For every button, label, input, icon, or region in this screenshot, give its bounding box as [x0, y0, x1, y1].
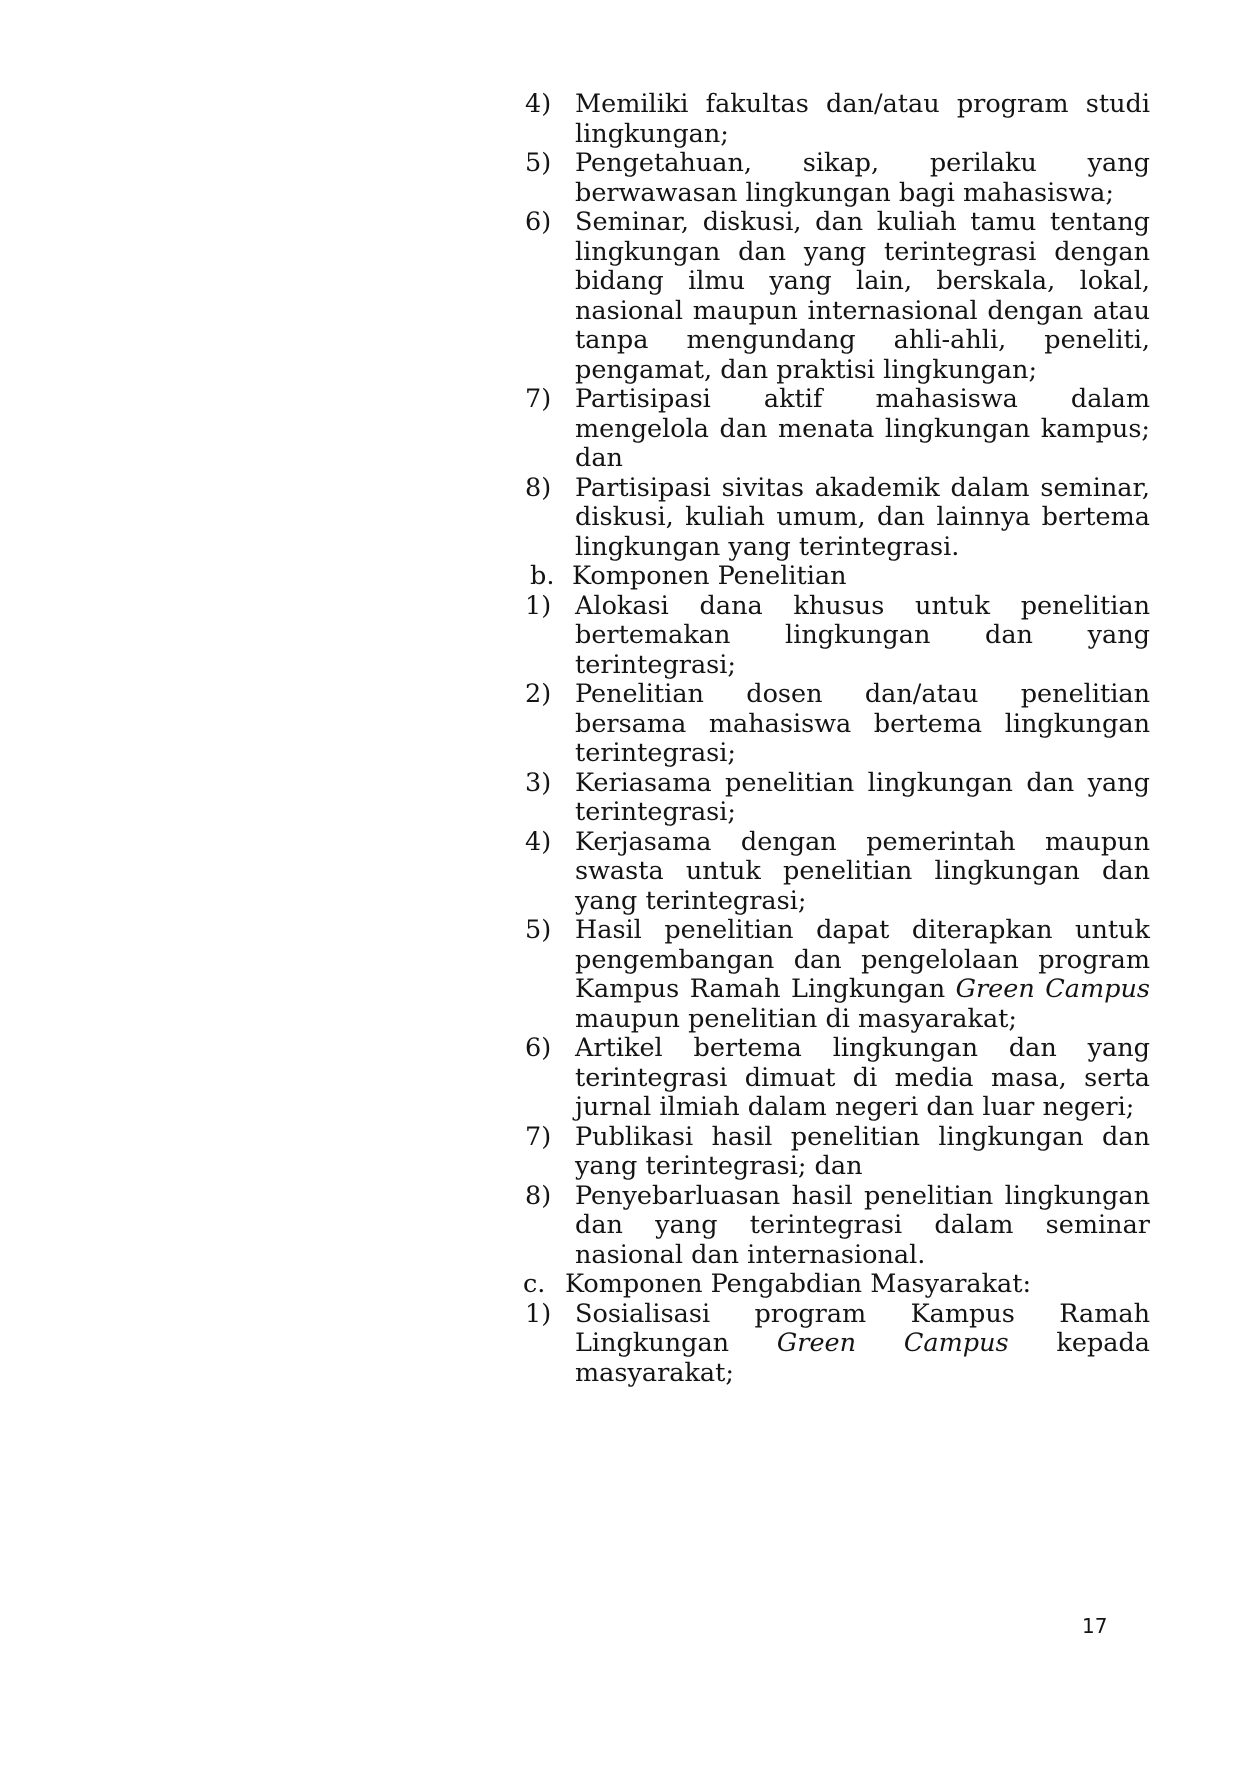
- list-item: [525, 1033, 1150, 1123]
- list-item-text-italic: Green Campus: [955, 974, 1150, 1004]
- list-item-number: 4): [525, 826, 552, 857]
- list-item-text: Kerjasama dengan pemerintah maupun swasta untuk penelitian lingkungan dan yang terintegrasi;: [575, 826, 1150, 916]
- list-item: [525, 826, 1150, 917]
- list-item-number: 2): [525, 679, 552, 709]
- list-item: [525, 89, 1150, 149]
- list-item-text: Partisipasi aktif mahasiswa dalam mengelola dan menata lingkungan kampus; dan: [575, 384, 1150, 473]
- list-item: [525, 590, 1150, 681]
- list-item-number: 5): [525, 915, 552, 945]
- list-item-text: Penyebarluasan hasil penelitian lingkungan dan yang terintegrasi dalam seminar nasional dan internasional.: [575, 1180, 1150, 1270]
- document-body: [523, 89, 1150, 1388]
- list-item-number: 8): [525, 1180, 552, 1211]
- list-item: [525, 472, 1150, 563]
- list-item: [525, 767, 1150, 828]
- list-item: [525, 1298, 1150, 1389]
- list-item-text-italic: Green Campus: [776, 1328, 1009, 1358]
- list-item-number: 1): [525, 1298, 552, 1329]
- list-item-text-part: maupun penelitian di masyarakat;: [575, 1003, 1018, 1034]
- list-item-text: Artikel bertema lingkungan dan yang terintegrasi dimuat di media masa, serta jurnal ilmiah dalam negeri dan luar negeri;: [575, 1033, 1150, 1122]
- list-item: [525, 679, 1150, 769]
- list-item-text: Memiliki fakultas dan/atau program studi lingkungan;: [575, 89, 1150, 149]
- list-item: [525, 915, 1150, 1034]
- list-item-number: 3): [525, 767, 552, 798]
- list-item-number: 6): [525, 207, 552, 237]
- list-item-text: Seminar, diskusi, dan kuliah tamu tentang lingkungan dan yang terintegrasi dengan bidang ilmu yang lain, berskala, lokal, nasional maupun internasional dengan atau tanpa mengundang ahli-ahli, peneliti, pengamat, dan praktisi lingkungan;: [575, 207, 1150, 385]
- list-item-text: Penelitian dosen dan/atau penelitian bersama mahasiswa bertema lingkungan terintegrasi;: [575, 679, 1150, 768]
- list-item-text-part: kepada masyarakat;: [575, 1328, 1150, 1388]
- list-item-text: Alokasi dana khusus untuk penelitian bertemakan lingkungan dan yang terintegrasi;: [575, 590, 1150, 680]
- section-heading-community-service: [523, 1270, 1150, 1300]
- list-item-text: [575, 1299, 1150, 1388]
- list-item-text-part: Hasil penelitian dapat diterapkan untuk pengembangan dan pengelolaan program Kampus Ramah Lingkungan: [575, 915, 1150, 1004]
- list-item-number: 4): [525, 89, 552, 119]
- list-item-text: Keriasama penelitian lingkungan dan yang terintegrasi;: [575, 767, 1150, 827]
- section-title: Komponen Penelitian: [572, 561, 847, 591]
- list-item-text: [575, 915, 1150, 1034]
- section-heading-research: [530, 562, 1150, 592]
- list-item: [525, 207, 1150, 385]
- list-item-text: Pengetahuan, sikap, perilaku yang berwawasan lingkungan bagi mahasiswa;: [575, 148, 1150, 208]
- list-item-number: 7): [525, 384, 552, 414]
- list-item-text-part: Sosialisasi program Kampus Ramah Lingkungan: [575, 1298, 1150, 1358]
- list-item-text: Publikasi hasil penelitian lingkungan dan yang terintegrasi; dan: [575, 1121, 1150, 1181]
- list-item-text: Partisipasi sivitas akademik dalam seminar, diskusi, kuliah umum, dan lainnya bertema lingkungan yang terintegrasi.: [575, 472, 1150, 562]
- list-item: [525, 1121, 1150, 1182]
- list-item-number: 1): [525, 590, 552, 621]
- section-letter: c.: [523, 1269, 546, 1299]
- list-item-number: 7): [525, 1121, 552, 1152]
- list-item: [525, 148, 1150, 208]
- list-item-number: 6): [525, 1033, 552, 1063]
- list-item: [525, 384, 1150, 474]
- list-item-number: 8): [525, 472, 552, 503]
- section-title: Komponen Pengabdian Masyarakat:: [565, 1269, 1032, 1299]
- page-number: 17: [1082, 1614, 1108, 1638]
- section-letter: b.: [530, 561, 555, 591]
- list-item: [525, 1180, 1150, 1271]
- list-item-number: 5): [525, 148, 552, 178]
